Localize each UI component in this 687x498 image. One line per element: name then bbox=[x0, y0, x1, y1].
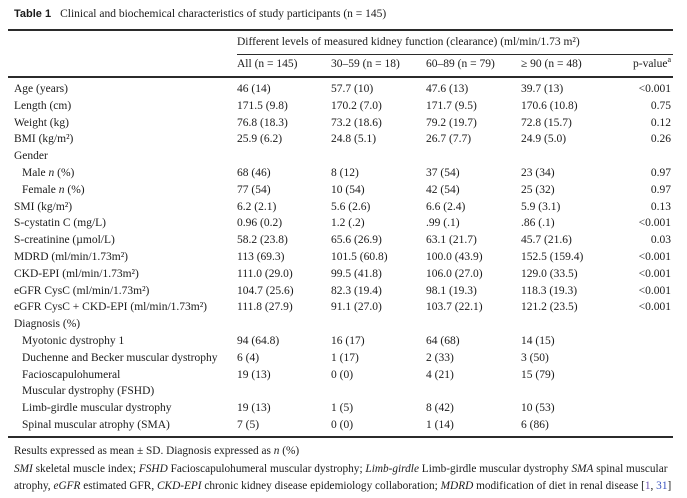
column-header-30-59: 30–59 (n = 18) bbox=[331, 55, 426, 78]
table-body bbox=[8, 77, 673, 437]
cell-value: 47.6 (13) bbox=[426, 83, 469, 95]
table-row bbox=[8, 199, 673, 216]
cell-value bbox=[331, 383, 426, 400]
cell-value: 8 (12) bbox=[331, 166, 359, 179]
text-segment: estimated GFR, bbox=[80, 479, 157, 492]
text-segment: Diagnosis (%) bbox=[14, 318, 81, 331]
text-segment: Age (years) bbox=[14, 83, 68, 95]
cell-value: 46 (14) bbox=[237, 83, 271, 95]
cell-value: 91.1 (27.0) bbox=[331, 301, 382, 314]
cell-pvalue: 0.97 bbox=[650, 166, 672, 179]
cell-value: 106.0 (27.0) bbox=[426, 267, 483, 280]
cell-value: 2 (33) bbox=[426, 351, 454, 364]
table-number-label: Table 1 bbox=[14, 8, 52, 20]
cell-value: 63.1 (21.7) bbox=[426, 234, 477, 247]
text-segment: n bbox=[48, 166, 55, 179]
cell-value: 15 (79) bbox=[521, 368, 555, 381]
text-segment: Gender bbox=[14, 150, 48, 163]
cell-pvalue bbox=[616, 417, 673, 437]
text-segment: eGFR CysC + CKD-EPI (ml/min/1.73m²) bbox=[14, 301, 207, 314]
row-label bbox=[8, 333, 237, 350]
text-segment: modification of diet in renal disease [ bbox=[473, 479, 645, 492]
cell-value: 19 (13) bbox=[237, 368, 271, 381]
group-header-row bbox=[8, 148, 673, 165]
text-segment: Male bbox=[22, 166, 49, 179]
row-label bbox=[8, 400, 237, 417]
cell-value: 37 (54) bbox=[426, 166, 460, 179]
cell-value: 0.96 (0.2) bbox=[237, 217, 283, 230]
cell-value: 76.8 (18.3) bbox=[237, 116, 288, 129]
row-label bbox=[8, 148, 237, 165]
text-segment: Myotonic dystrophy 1 bbox=[22, 334, 125, 347]
cell-value: 1 (5) bbox=[331, 402, 354, 415]
cell-pvalue: 0.26 bbox=[650, 133, 672, 146]
text-segment: spinal muscular atrophy, bbox=[14, 462, 668, 492]
cell-pvalue bbox=[616, 148, 673, 165]
cell-pvalue: 0.12 bbox=[650, 116, 672, 129]
table-footnotes bbox=[8, 443, 673, 495]
cell-value: 8 (42) bbox=[426, 402, 454, 415]
text-segment: ] bbox=[667, 479, 672, 492]
cell-value: 65.6 (26.9) bbox=[331, 234, 382, 247]
cell-value: 6 (86) bbox=[521, 418, 549, 431]
cell-value: 14 (15) bbox=[521, 334, 555, 347]
cell-pvalue: <0.001 bbox=[638, 267, 672, 280]
row-label bbox=[8, 215, 237, 232]
cell-value: 24.8 (5.1) bbox=[331, 133, 377, 146]
table-row bbox=[8, 400, 673, 417]
table-caption bbox=[14, 7, 673, 22]
row-label bbox=[8, 299, 237, 316]
citation-link-1[interactable]: 1 bbox=[644, 479, 651, 492]
cell-value: 39.7 (13) bbox=[521, 83, 564, 95]
cell-value: 103.7 (22.1) bbox=[426, 301, 483, 314]
text-segment: S-cystatin C (mg/L) bbox=[14, 217, 106, 230]
cell-pvalue: 0.97 bbox=[650, 183, 672, 196]
cell-value: 64 (68) bbox=[426, 334, 460, 347]
cell-value: 99.5 (41.8) bbox=[331, 267, 382, 280]
text-segment: Length (cm) bbox=[14, 99, 72, 112]
table-row bbox=[8, 98, 673, 115]
text-segment: Weight (kg) bbox=[14, 116, 69, 129]
cell-value: 121.2 (23.5) bbox=[521, 301, 578, 314]
row-label bbox=[8, 367, 237, 384]
cell-value: 113 (69.3) bbox=[237, 250, 285, 263]
cell-value: 94 (64.8) bbox=[237, 334, 280, 347]
cell-value: 58.2 (23.8) bbox=[237, 234, 288, 247]
cell-value bbox=[331, 148, 426, 165]
table-row bbox=[8, 232, 673, 249]
row-label bbox=[8, 266, 237, 283]
cell-value: 1.2 (.2) bbox=[331, 217, 365, 230]
cell-value: 6 (4) bbox=[237, 351, 260, 364]
cell-value: 23 (34) bbox=[521, 166, 555, 179]
cell-value: 1 (17) bbox=[331, 351, 359, 364]
cell-value: 5.6 (2.6) bbox=[331, 200, 371, 213]
row-label bbox=[8, 115, 237, 132]
cell-value: 3 (50) bbox=[521, 351, 549, 364]
pvalue-header-text: p-value bbox=[632, 58, 668, 70]
text-segment: (%) bbox=[279, 444, 300, 457]
text-segment: skeletal muscle index; bbox=[32, 462, 139, 475]
cell-value bbox=[521, 316, 616, 333]
cell-value: 68 (46) bbox=[237, 166, 271, 179]
row-label bbox=[8, 316, 237, 333]
cell-value: 5.9 (3.1) bbox=[521, 200, 561, 213]
cell-value: 101.5 (60.8) bbox=[331, 250, 388, 263]
text-segment: Facioscapulohumeral muscular dystrophy; bbox=[167, 462, 366, 475]
text-segment: Limb-girdle muscular dystrophy bbox=[22, 402, 172, 415]
cell-value: 24.9 (5.0) bbox=[521, 133, 567, 146]
cell-value bbox=[331, 316, 426, 333]
cell-pvalue: <0.001 bbox=[638, 284, 672, 297]
cell-pvalue bbox=[616, 333, 673, 350]
cell-value: 0 (0) bbox=[331, 418, 354, 431]
table-row bbox=[8, 367, 673, 384]
table-row bbox=[8, 249, 673, 266]
cell-value bbox=[426, 148, 521, 165]
cell-pvalue: <0.001 bbox=[638, 250, 672, 263]
cell-value: 98.1 (19.3) bbox=[426, 284, 477, 297]
text-segment: Duchenne and Becker muscular dystrophy bbox=[22, 351, 218, 364]
cell-value: 10 (53) bbox=[521, 402, 555, 415]
text-segment: Limb-girdle bbox=[365, 462, 419, 475]
cell-value: 42 (54) bbox=[426, 183, 460, 196]
table-row bbox=[8, 182, 673, 199]
cell-pvalue: 0.03 bbox=[650, 234, 672, 247]
table-row bbox=[8, 417, 673, 437]
text-segment: MDRD (ml/min/1.73m²) bbox=[14, 250, 128, 263]
row-label bbox=[8, 383, 237, 400]
cell-value: 10 (54) bbox=[331, 183, 365, 196]
cell-value: .86 (.1) bbox=[521, 217, 555, 230]
cell-value: 45.7 (21.6) bbox=[521, 234, 572, 247]
text-segment: Limb-girdle muscular dystrophy bbox=[418, 462, 572, 475]
text-segment: eGFR bbox=[53, 479, 81, 492]
text-segment: SMI (kg/m²) bbox=[14, 200, 73, 213]
row-label bbox=[8, 232, 237, 249]
row-label bbox=[8, 131, 237, 148]
text-segment: Results expressed as mean ± SD. Diagnosis expressed as bbox=[14, 444, 274, 457]
table-row bbox=[8, 283, 673, 300]
column-header-60-89: 60–89 (n = 79) bbox=[426, 55, 521, 78]
cell-value bbox=[237, 148, 331, 165]
cell-value: 25 (32) bbox=[521, 183, 555, 196]
cell-value: 26.7 (7.7) bbox=[426, 133, 472, 146]
text-segment: FSHD bbox=[138, 462, 168, 475]
label-column-header bbox=[8, 55, 237, 78]
cell-value: 111.0 (29.0) bbox=[237, 267, 293, 280]
table-row bbox=[8, 115, 673, 132]
table-row bbox=[8, 215, 673, 232]
table-caption-text: Clinical and biochemical characteristics of study participants (n = 145) bbox=[60, 8, 387, 20]
table-row bbox=[8, 165, 673, 182]
cell-value: .99 (.1) bbox=[426, 217, 460, 230]
cell-value: 7 (5) bbox=[237, 418, 260, 431]
row-label bbox=[8, 283, 237, 300]
cell-value: 73.2 (18.6) bbox=[331, 116, 382, 129]
cell-value: 6.6 (2.4) bbox=[426, 200, 466, 213]
cell-pvalue: <0.001 bbox=[638, 301, 672, 314]
cell-value: 171.7 (9.5) bbox=[426, 99, 477, 112]
cell-value: 171.5 (9.8) bbox=[237, 99, 288, 112]
cell-pvalue bbox=[616, 350, 673, 367]
table-row bbox=[8, 350, 673, 367]
text-segment: Female bbox=[22, 183, 59, 196]
cell-value bbox=[237, 383, 331, 400]
cell-value: 0 (0) bbox=[331, 368, 354, 381]
text-segment: MDRD bbox=[440, 479, 474, 492]
table-row bbox=[8, 299, 673, 316]
row-label bbox=[8, 417, 237, 437]
cell-value: 1 (14) bbox=[426, 418, 454, 431]
text-segment: CKD-EPI bbox=[157, 479, 202, 492]
table-row bbox=[8, 383, 673, 400]
row-label bbox=[8, 165, 237, 182]
text-segment: BMI (kg/m²) bbox=[14, 133, 74, 146]
cell-value: 118.3 (19.3) bbox=[521, 284, 578, 297]
cell-value: 4 (21) bbox=[426, 368, 454, 381]
cell-value: 57.7 (10) bbox=[331, 83, 374, 95]
cell-value: 72.8 (15.7) bbox=[521, 116, 572, 129]
text-segment: (%) bbox=[54, 166, 75, 179]
cell-value: 170.6 (10.8) bbox=[521, 99, 578, 112]
text-segment: , bbox=[650, 479, 657, 492]
row-label bbox=[8, 182, 237, 199]
cell-pvalue bbox=[616, 400, 673, 417]
text-segment: (%) bbox=[64, 183, 85, 196]
cell-value: 6.2 (2.1) bbox=[237, 200, 277, 213]
cell-pvalue: <0.001 bbox=[638, 217, 672, 230]
text-segment: CKD-EPI (ml/min/1.73m²) bbox=[14, 267, 139, 280]
text-segment: Spinal muscular atrophy (SMA) bbox=[22, 418, 170, 431]
cell-value: 170.2 (7.0) bbox=[331, 99, 382, 112]
table-row bbox=[8, 131, 673, 148]
text-segment: SMA bbox=[571, 462, 594, 475]
table-row bbox=[8, 77, 673, 98]
footnote-results bbox=[14, 443, 673, 460]
cell-value bbox=[521, 148, 616, 165]
cell-value bbox=[521, 383, 616, 400]
cell-value: 129.0 (33.5) bbox=[521, 267, 578, 280]
text-segment: n bbox=[58, 183, 65, 196]
cell-value bbox=[426, 316, 521, 333]
cell-value: 16 (17) bbox=[331, 334, 365, 347]
cell-pvalue bbox=[616, 316, 673, 333]
cell-value: 111.8 (27.9) bbox=[237, 301, 293, 314]
column-header-row bbox=[8, 55, 673, 78]
text-segment: n bbox=[273, 444, 280, 457]
cell-pvalue bbox=[616, 383, 673, 400]
column-header-ge90: ≥ 90 (n = 48) bbox=[521, 55, 616, 78]
spanner-header: Different levels of measured kidney function (clearance) (ml/min/1.73 m²) bbox=[237, 30, 673, 55]
text-segment: chronic kidney disease epidemiology collaboration; bbox=[201, 479, 441, 492]
text-segment: S-creatinine (µmol/L) bbox=[14, 234, 115, 247]
cell-value bbox=[237, 316, 331, 333]
row-label bbox=[8, 199, 237, 216]
text-segment: eGFR CysC (ml/min/1.73m²) bbox=[14, 284, 150, 297]
group-header-row bbox=[8, 316, 673, 333]
cell-value: 19 (13) bbox=[237, 402, 271, 415]
column-header-all: All (n = 145) bbox=[237, 55, 331, 78]
text-segment: Facioscapulohumeral bbox=[22, 368, 121, 381]
text-segment: Muscular dystrophy (FSHD) bbox=[22, 385, 155, 398]
cell-pvalue bbox=[616, 367, 673, 384]
row-label bbox=[8, 249, 237, 266]
column-header-pvalue bbox=[616, 55, 673, 78]
table-row bbox=[8, 266, 673, 283]
row-label bbox=[8, 350, 237, 367]
cell-value: 104.7 (25.6) bbox=[237, 284, 294, 297]
row-label bbox=[8, 98, 237, 115]
spanner-empty-cell bbox=[8, 30, 237, 55]
row-label bbox=[8, 77, 237, 98]
cell-pvalue: 0.75 bbox=[650, 99, 672, 112]
table-row bbox=[8, 333, 673, 350]
clinical-characteristics-table bbox=[8, 29, 673, 438]
spanner-row bbox=[8, 30, 673, 55]
cell-value: 82.3 (19.4) bbox=[331, 284, 382, 297]
text-segment: SMI bbox=[14, 462, 33, 475]
cell-value: 100.0 (43.9) bbox=[426, 250, 483, 263]
cell-value bbox=[426, 383, 521, 400]
cell-value: 77 (54) bbox=[237, 183, 271, 196]
cell-pvalue: <0.001 bbox=[638, 83, 672, 95]
citation-link-31[interactable]: 31 bbox=[656, 479, 668, 492]
cell-value: 79.2 (19.7) bbox=[426, 116, 477, 129]
cell-value: 25.9 (6.2) bbox=[237, 133, 283, 146]
footnote-abbreviations bbox=[14, 461, 673, 495]
cell-pvalue: 0.13 bbox=[650, 200, 672, 213]
cell-value: 152.5 (159.4) bbox=[521, 250, 584, 263]
pvalue-footnote-marker: a bbox=[667, 55, 672, 65]
